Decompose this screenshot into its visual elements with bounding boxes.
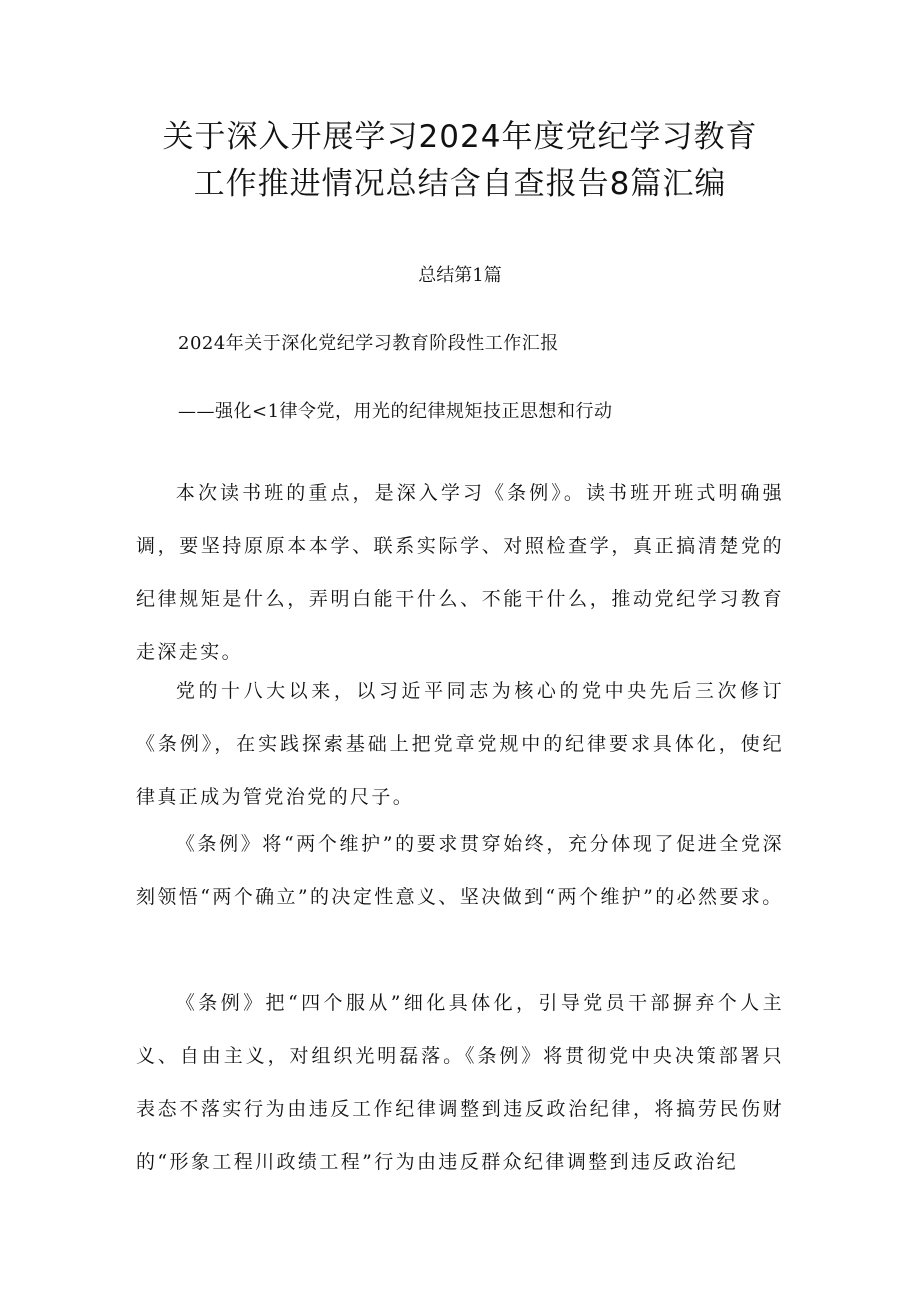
section-label: 总结第1篇 xyxy=(418,265,502,286)
body-paragraph: 《条例》将“两个维护”的要求贯穿始终，充分体现了促进全党深刻领悟“两个确立”的决定性意义、坚决做到“两个维护”的必然要求。 xyxy=(136,833,784,908)
report-subtitle: ——强化<1律令党，用光的纪律规矩技正思想和行动 xyxy=(178,401,613,422)
body-paragraph: 党的十八大以来，以习近平同志为核心的党中央先后三次修订《条例》，在实践探索基础上把党章党规中的纪律要求具体化，使纪律真正成为管党治党的尺子。 xyxy=(136,680,784,808)
document-title-line-2: 工作推进情况总结含自查报告8篇汇编 xyxy=(193,166,727,202)
report-title: 2024年关于深化党纪学习教育阶段性工作汇报 xyxy=(178,333,559,354)
body-paragraph: 本次读书班的重点，是深入学习《条例》。读书班开班式明确强调，要坚持原原本本学、联系实际学、对照检查学，真正搞清楚党的纪律规矩是什么，弄明白能干什么、不能干什么，推动党纪学习教育走深走实。 xyxy=(136,482,784,663)
document-title-line-1: 关于深入开展学习2024年度党纪学习教育 xyxy=(162,119,758,155)
body-paragraph: 《条例》把“四个服从”细化具体化，引导党员干部摒弃个人主义、自由主义，对组织光明磊落。《条例》将贯彻党中央决策部署只表态不落实行为由违反工作纪律调整到违反政治纪律，将搞劳民伤财的“形象工程川政绩工程”行为由违反群众纪律调整到违反政治纪 xyxy=(136,992,784,1173)
